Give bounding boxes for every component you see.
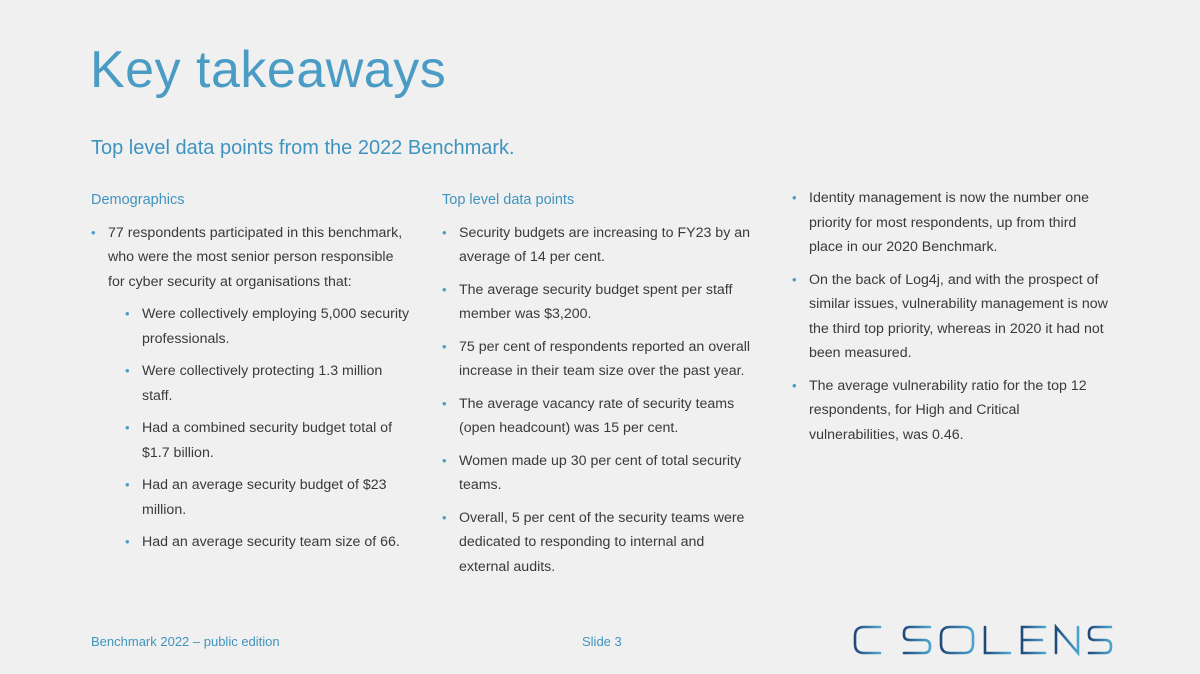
priorities-column bbox=[792, 186, 1112, 455]
top-level-heading: Top level data points bbox=[442, 192, 575, 208]
footer-edition: Benchmark 2022 – public edition bbox=[91, 634, 280, 649]
priorities-list bbox=[792, 186, 1112, 447]
list-item: • Security budgets are increasing to FY23 by an average of 14 per cent. bbox=[442, 221, 757, 270]
list-item: • On the back of Log4j, and with the prospect of similar issues, vulnerability management is now the third top priority, whereas in 2020 it had not been measured. bbox=[792, 268, 1112, 366]
demographics-column bbox=[91, 188, 411, 563]
list-item: • Identity management is now the number one priority for most respondents, up from third place in our 2020 Benchmark. bbox=[792, 186, 1112, 260]
list-item bbox=[91, 221, 411, 555]
slide-number: Slide 3 bbox=[582, 634, 622, 649]
list-item: • The average vulnerability ratio for the top 12 respondents, for High and Critical vulnerabilities, was 0.46. bbox=[792, 374, 1112, 448]
list-item: • Had a combined security budget total of $1.7 billion. bbox=[125, 416, 411, 465]
list-item: • 75 per cent of respondents reported an overall increase in their team size over the past year. bbox=[442, 335, 757, 384]
list-item: • Had an average security budget of $23 million. bbox=[125, 473, 411, 522]
page-subtitle: Top level data points from the 2022 Benchmark. bbox=[91, 137, 515, 159]
list-item: • The average vacancy rate of security teams (open headcount) was 15 per cent. bbox=[442, 392, 757, 441]
demographics-sublist bbox=[108, 302, 411, 555]
list-item: • Overall, 5 per cent of the security teams were dedicated to responding to internal and external audits. bbox=[442, 506, 757, 580]
cisolens-logo bbox=[852, 622, 1114, 658]
top-level-column bbox=[442, 188, 757, 587]
demographics-heading: Demographics bbox=[91, 192, 185, 208]
list-item: • Were collectively protecting 1.3 million staff. bbox=[125, 359, 411, 408]
demographics-list bbox=[91, 221, 411, 555]
page-title: Key takeaways bbox=[90, 41, 447, 99]
list-item: • The average security budget spent per staff member was $3,200. bbox=[442, 278, 757, 327]
top-level-list bbox=[442, 221, 757, 580]
list-item: • Were collectively employing 5,000 security professionals. bbox=[125, 302, 411, 351]
list-item: • Had an average security team size of 66. bbox=[125, 530, 411, 555]
list-item: • Women made up 30 per cent of total security teams. bbox=[442, 449, 757, 498]
demographics-intro: 77 respondents participated in this benchmark, who were the most senior person responsible for cyber security at organisations that: bbox=[108, 224, 403, 290]
